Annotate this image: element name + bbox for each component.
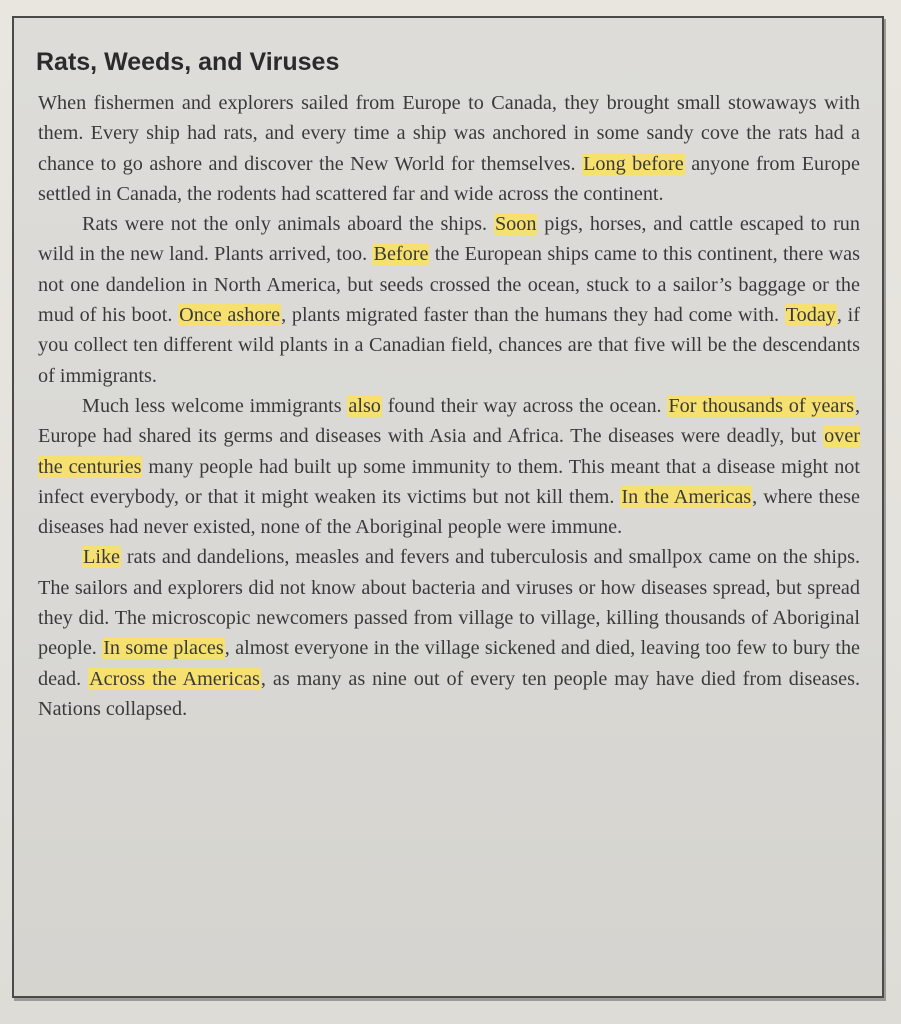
paragraph-text: rats and dandelions, measles and fevers and tuberculosis and smallpox came on the ships. The sailors and explorers did not know about bacteria and viruses or how diseases spread, but spread they did. The microscopic newcomers passed from village to village, killing thousands of Aboriginal people. [38, 546, 860, 660]
paragraph [38, 391, 860, 542]
highlighted-phrase: over the centuries [38, 425, 860, 478]
paragraph-text: anyone from Europe settled in Canada, the rodents had scattered far and wide across the continent. [38, 152, 860, 205]
highlighted-phrase: For thousands of years [668, 394, 854, 417]
paragraph-text: , where these diseases had never existed, none of the Aboriginal people were immune. [38, 485, 860, 539]
paragraph-text: Rats were not the only animals aboard the ships. [82, 213, 494, 236]
paragraph [38, 209, 860, 391]
paragraph-text: When fishermen and explorers sailed from Europe to Canada, they brought small stowaways with them. Every ship had rats, and every time a ship was anchored in some sandy cove the rats had a chance to go ashore and discover the New World for themselves. [38, 92, 860, 175]
paragraph-text: the European ships came to this continent, there was not one dandelion in North America, but seeds crossed the ocean, stuck to a sailor’s baggage or the mud of his boot. [38, 243, 860, 327]
highlighted-phrase: Today [785, 304, 836, 327]
paragraph [38, 542, 860, 724]
page-title: Rats, Weeds, and Viruses [36, 48, 340, 76]
highlighted-phrase: Soon [494, 213, 537, 236]
paragraph-text: many people had built up some immunity to them. This meant that a disease might not infect everybody, or that it might weaken its victims but not kill them. [38, 455, 860, 508]
paragraph-text: , almost everyone in the village sickened and died, leaving too few to bury the dead. [38, 637, 861, 690]
highlighted-phrase: In the Americas [621, 485, 752, 508]
paragraph-text: , as many as nine out of every ten people may have died from diseases. Nations collapsed. [38, 667, 861, 720]
paragraph [38, 88, 860, 209]
highlighted-phrase: In some places [103, 637, 224, 660]
highlighted-phrase: also [348, 394, 381, 417]
paragraph-text: , Europe had shared its germs and diseases with Asia and Africa. The diseases were deadly, but [38, 394, 861, 448]
paragraph-text: , plants migrated faster than the humans they had come with. [281, 304, 785, 327]
paragraph-text: found their way across the ocean. [381, 394, 668, 417]
paragraph-text: Much less welcome immigrants [82, 394, 348, 417]
highlighted-phrase: Across the Americas [89, 667, 260, 690]
highlighted-phrase: Before [373, 243, 429, 266]
highlighted-phrase: Long before [583, 152, 684, 175]
highlighted-phrase: Once ashore [179, 304, 281, 327]
paragraph-text: pigs, horses, and cattle escaped to run wild in the new land. Plants arrived, too. [38, 213, 860, 266]
highlighted-phrase: Like [83, 546, 120, 569]
paragraph-text: , if you collect ten different wild plants in a Canadian field, chances are that five will be the descendants of immigrants. [38, 304, 860, 387]
body-text [38, 88, 860, 724]
